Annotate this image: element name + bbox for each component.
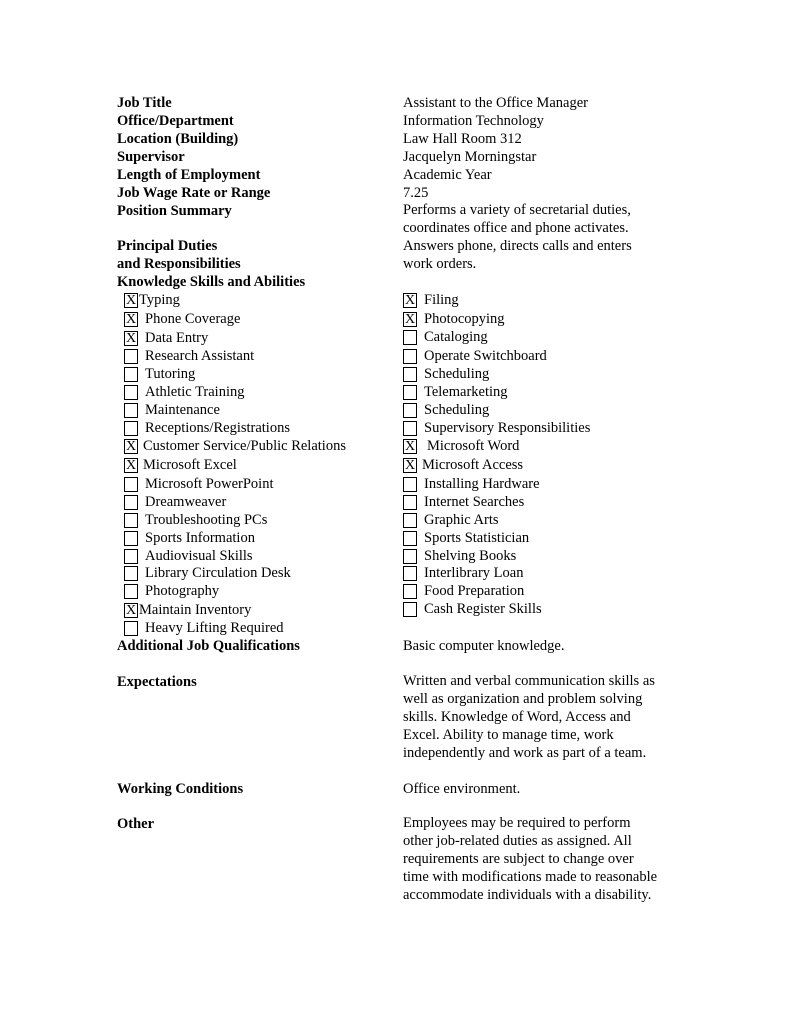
skill-checkbox[interactable]: X bbox=[404, 293, 416, 308]
text-line: independently and work as part of a team. bbox=[403, 744, 647, 761]
skill-checkbox[interactable]: X bbox=[125, 293, 137, 308]
skill-label: Tutoring bbox=[145, 366, 196, 382]
skill-checkbox[interactable]: X bbox=[125, 603, 137, 618]
skill-checkbox[interactable] bbox=[403, 549, 417, 564]
skill-label: Interlibrary Loan bbox=[424, 565, 524, 581]
text-line: well as organization and problem solving bbox=[403, 690, 643, 707]
skill-label: Scheduling bbox=[424, 402, 490, 418]
skill-label: Athletic Training bbox=[145, 384, 245, 400]
field-location bbox=[0, 130, 791, 148]
skill-label: Data Entry bbox=[145, 330, 209, 346]
skill-label: Troubleshooting PCs bbox=[145, 512, 268, 528]
field-job-title bbox=[0, 94, 791, 112]
skill-row bbox=[0, 456, 791, 474]
skill-row bbox=[0, 564, 791, 582]
skill-label: Telemarketing bbox=[424, 384, 508, 400]
text-line: Answers phone, directs calls and enters bbox=[403, 237, 632, 254]
principal-duties-label-row-2 bbox=[0, 255, 791, 273]
skill-label: Internet Searches bbox=[424, 494, 525, 510]
skill-checkbox[interactable] bbox=[403, 403, 417, 418]
skill-label: Microsoft Excel bbox=[143, 457, 237, 473]
field-value: Assistant to the Office Manager bbox=[403, 95, 588, 111]
skill-label: Graphic Arts bbox=[424, 512, 499, 528]
skill-label: Sports Statistician bbox=[424, 530, 530, 546]
skill-checkbox[interactable] bbox=[403, 367, 417, 382]
expectations-label: Expectations bbox=[117, 674, 197, 690]
text-line: skills. Knowledge of Word, Access and bbox=[403, 708, 631, 725]
skill-row bbox=[0, 419, 791, 437]
skill-row bbox=[0, 529, 791, 547]
skill-row bbox=[0, 619, 791, 637]
text-line: Performs a variety of secretarial duties, bbox=[403, 202, 631, 218]
skill-checkbox[interactable] bbox=[403, 495, 417, 510]
field-label: Location (Building) bbox=[117, 131, 239, 147]
skill-label: Filing bbox=[424, 292, 459, 308]
skill-row bbox=[0, 365, 791, 383]
skill-checkbox[interactable]: X bbox=[125, 331, 137, 346]
skill-checkbox[interactable] bbox=[124, 621, 138, 636]
skill-checkbox[interactable]: X bbox=[404, 312, 416, 327]
field-value: Jacquelyn Morningstar bbox=[403, 149, 537, 165]
additional-qualifications-value: Basic computer knowledge. bbox=[403, 638, 565, 654]
additional-qualifications-label: Additional Job Qualifications bbox=[117, 638, 300, 654]
skill-label: Audiovisual Skills bbox=[145, 548, 253, 564]
skill-label: Phone Coverage bbox=[145, 311, 241, 327]
skill-row bbox=[0, 383, 791, 401]
field-wage-rate bbox=[0, 184, 791, 202]
skill-label: Installing Hardware bbox=[424, 476, 540, 492]
skill-checkbox[interactable]: X bbox=[404, 458, 416, 473]
skill-label: Sports Information bbox=[145, 530, 255, 546]
field-label: Job Wage Rate or Range bbox=[117, 185, 271, 201]
field-office-department bbox=[0, 112, 791, 130]
field-value: Information Technology bbox=[403, 113, 544, 129]
skill-label: Cash Register Skills bbox=[424, 601, 542, 617]
skill-checkbox[interactable]: X bbox=[125, 439, 137, 454]
skill-label: Library Circulation Desk bbox=[145, 565, 291, 581]
skill-checkbox[interactable] bbox=[403, 584, 417, 599]
skill-label: Microsoft Word bbox=[427, 438, 520, 454]
working-conditions-value: Office environment. bbox=[403, 781, 521, 797]
skill-label: Heavy Lifting Required bbox=[145, 620, 284, 636]
field-label: Job Title bbox=[117, 95, 172, 111]
text-line: Excel. Ability to manage time, work bbox=[403, 726, 614, 743]
text-line: coordinates office and phone activates. bbox=[403, 219, 629, 236]
skill-checkbox[interactable] bbox=[403, 513, 417, 528]
field-value: Academic Year bbox=[403, 167, 492, 183]
skill-row bbox=[0, 347, 791, 365]
skill-row bbox=[0, 511, 791, 529]
skill-row bbox=[0, 437, 791, 455]
skill-checkbox[interactable]: X bbox=[125, 312, 137, 327]
skill-row bbox=[0, 475, 791, 493]
skill-label: Receptions/Registrations bbox=[145, 420, 290, 436]
ksa-label: Knowledge Skills and Abilities bbox=[117, 274, 306, 290]
field-label: Supervisor bbox=[117, 149, 185, 165]
skill-label: Dreamweaver bbox=[145, 494, 227, 510]
text-line: Employees may be required to perform bbox=[403, 815, 631, 831]
principal-duties-label-2: and Responsibilities bbox=[117, 256, 241, 272]
field-value: Law Hall Room 312 bbox=[403, 131, 522, 147]
skill-row bbox=[0, 401, 791, 419]
position-summary-label: Position Summary bbox=[117, 203, 232, 219]
working-conditions-label: Working Conditions bbox=[117, 781, 244, 797]
text-line: requirements are subject to change over bbox=[403, 850, 634, 867]
skill-row bbox=[0, 328, 791, 346]
skill-checkbox[interactable] bbox=[403, 477, 417, 492]
field-label: Office/Department bbox=[117, 113, 234, 129]
skill-row bbox=[0, 310, 791, 328]
ksa-label-row bbox=[0, 273, 791, 291]
field-value: 7.25 bbox=[403, 185, 429, 201]
other-text bbox=[403, 815, 693, 905]
skill-checkbox[interactable] bbox=[403, 602, 417, 617]
skill-row bbox=[0, 547, 791, 565]
skill-label: Microsoft Access bbox=[422, 457, 524, 473]
other-label: Other bbox=[117, 816, 155, 832]
text-line: other job-related duties as assigned. All bbox=[403, 832, 632, 849]
principal-duties-label-row bbox=[0, 237, 791, 255]
skill-checkbox[interactable]: X bbox=[404, 439, 416, 454]
skill-row bbox=[0, 291, 791, 309]
field-length-of-employment bbox=[0, 166, 791, 184]
skill-label: Shelving Books bbox=[424, 548, 517, 564]
skill-row bbox=[0, 582, 791, 600]
skill-label: Maintenance bbox=[145, 402, 220, 418]
skill-label: Microsoft PowerPoint bbox=[145, 476, 274, 492]
skill-label: Maintain Inventory bbox=[139, 602, 252, 618]
skill-row bbox=[0, 493, 791, 511]
text-line: work orders. bbox=[403, 255, 477, 272]
skill-checkbox[interactable] bbox=[403, 531, 417, 546]
skill-label: Supervisory Responsibilities bbox=[424, 420, 591, 436]
principal-duties-label: Principal Duties bbox=[117, 238, 218, 254]
text-line: time with modifications made to reasonable bbox=[403, 868, 658, 885]
skill-checkbox[interactable] bbox=[403, 330, 417, 345]
skill-checkbox[interactable] bbox=[403, 421, 417, 436]
skill-checkbox[interactable] bbox=[403, 385, 417, 400]
skill-label: Photocopying bbox=[424, 311, 505, 327]
skill-label: Scheduling bbox=[424, 366, 490, 382]
field-label: Length of Employment bbox=[117, 167, 261, 183]
skill-checkbox[interactable]: X bbox=[125, 458, 137, 473]
expectations-text bbox=[403, 673, 693, 763]
text-line: accommodate individuals with a disability. bbox=[403, 886, 652, 903]
skill-label: Typing bbox=[139, 292, 180, 308]
field-supervisor bbox=[0, 148, 791, 166]
skill-label: Food Preparation bbox=[424, 583, 525, 599]
skill-checkbox[interactable] bbox=[403, 566, 417, 581]
text-line: Written and verbal communication skills as bbox=[403, 673, 655, 689]
skill-row bbox=[0, 600, 791, 618]
skill-label: Research Assistant bbox=[145, 348, 255, 364]
skill-label: Photography bbox=[145, 583, 220, 599]
skill-label: Operate Switchboard bbox=[424, 348, 547, 364]
skill-label: Customer Service/Public Relations bbox=[143, 438, 346, 454]
additional-qualifications-row bbox=[0, 637, 791, 655]
skill-checkbox[interactable] bbox=[403, 349, 417, 364]
working-conditions-row bbox=[0, 780, 791, 798]
skill-label: Cataloging bbox=[424, 329, 488, 345]
